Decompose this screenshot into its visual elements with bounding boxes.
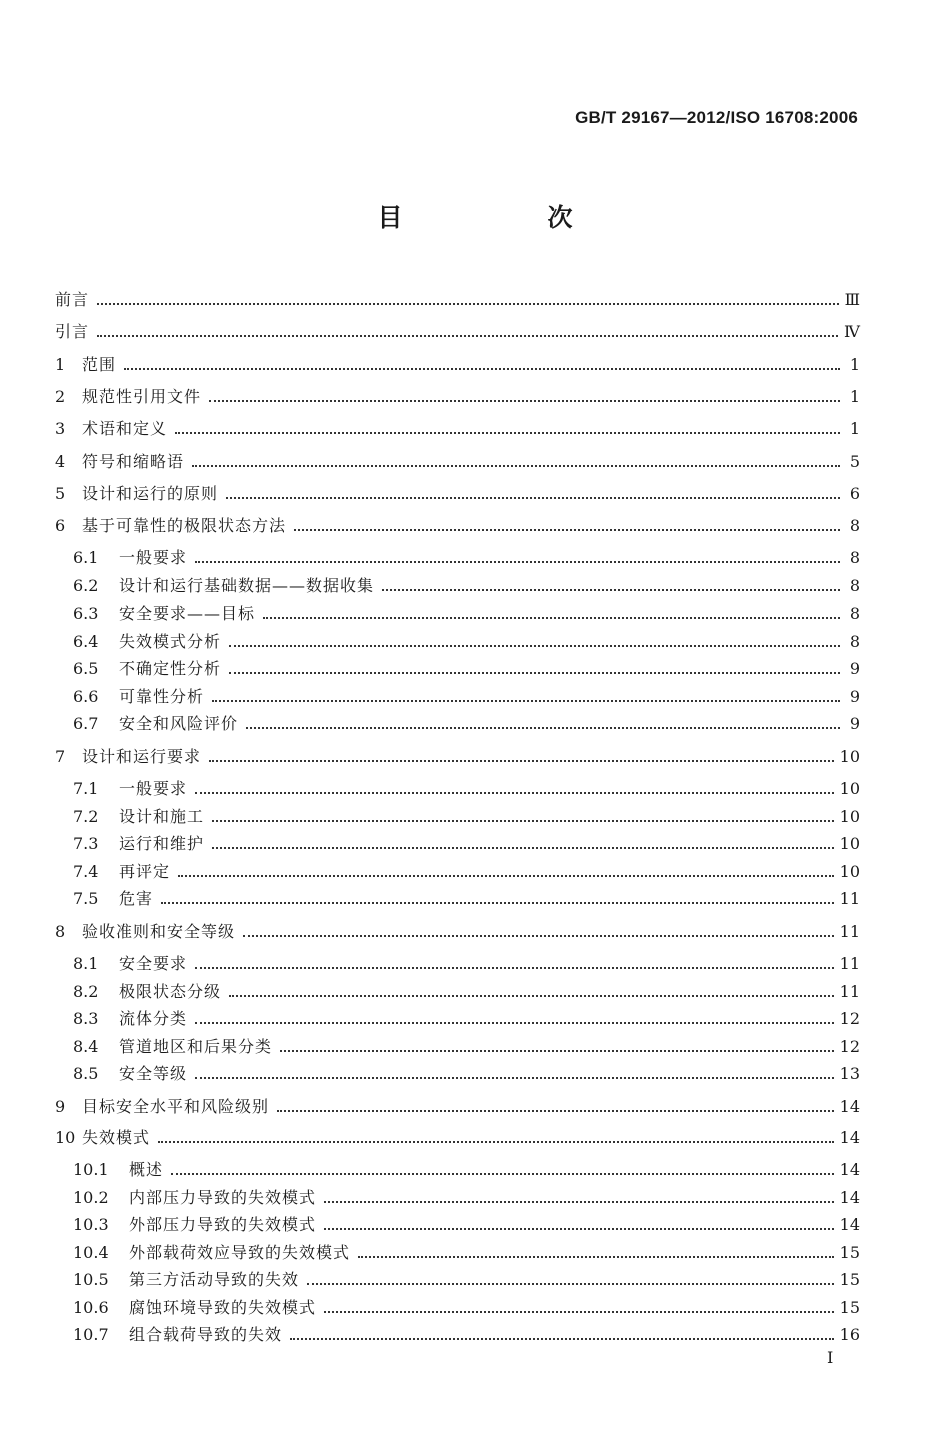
toc-entry[interactable]	[73, 883, 860, 909]
toc-entry-label: 基于可靠性的极限状态方法	[82, 516, 287, 535]
toc-entry[interactable]	[73, 948, 860, 974]
toc-entry[interactable]	[73, 1292, 860, 1318]
toc-entry-page: 14	[839, 1188, 860, 1207]
toc-entry-number: 10.1	[73, 1160, 109, 1179]
toc-entry[interactable]	[73, 773, 860, 799]
toc-leader-dots	[97, 334, 838, 337]
toc-leader-dots	[195, 1021, 834, 1024]
toc-leader-dots	[171, 1172, 834, 1175]
toc-entry-number: 7.5	[73, 889, 99, 908]
toc-entry-page: 15	[839, 1298, 860, 1317]
toc-leader-dots	[226, 496, 840, 499]
toc-entry[interactable]	[55, 916, 860, 942]
toc-leader-dots	[97, 302, 839, 305]
toc-entry[interactable]	[73, 856, 860, 882]
toc-entry-label: 运行和维护	[119, 834, 205, 853]
toc-entry-page: 9	[849, 714, 860, 733]
toc-entry-label: 极限状态分级	[119, 982, 222, 1001]
toc-entry-label: 范围	[82, 355, 117, 374]
toc-entry-number: 2	[55, 387, 66, 406]
toc-entry-number: 6.7	[73, 714, 99, 733]
toc-entry-page: Ⅲ	[844, 290, 860, 309]
toc-entry[interactable]	[73, 708, 860, 734]
toc-entry-number: 7.2	[73, 807, 99, 826]
toc-entry-label: 验收准则和安全等级	[82, 922, 236, 941]
toc-entry-label: 设计和运行要求	[82, 747, 202, 766]
toc-leader-dots	[212, 699, 840, 702]
toc-entry-number: 8.5	[73, 1064, 99, 1083]
toc-leader-dots	[243, 934, 834, 937]
toc-entry-number: 4	[55, 452, 66, 471]
toc-entry-label: 符号和缩略语	[82, 452, 185, 471]
toc-entry-number: 1	[55, 355, 66, 374]
toc-entry-label: 失效模式	[82, 1128, 151, 1147]
toc-entry-number: 9	[55, 1097, 66, 1116]
toc-entry-number: 7.1	[73, 779, 99, 798]
toc-entry-page: 1	[849, 419, 860, 438]
toc-entry-number: 3	[55, 419, 66, 438]
toc-leader-dots	[195, 791, 834, 794]
toc-leader-dots	[209, 399, 840, 402]
toc-entry[interactable]	[73, 1209, 860, 1235]
toc-entry-page: 11	[839, 982, 860, 1001]
toc-entry-number: 7.4	[73, 862, 99, 881]
toc-entry-number: 8	[55, 922, 66, 941]
toc-entry-page: 14	[839, 1160, 860, 1179]
toc-leader-dots	[175, 431, 840, 434]
toc-entry-page: 8	[849, 632, 860, 651]
toc-entry-page: 1	[849, 387, 860, 406]
toc-entry-number: 10.5	[73, 1270, 109, 1289]
toc-entry-label: 设计和运行基础数据——数据收集	[119, 576, 375, 595]
toc-entry[interactable]	[55, 446, 860, 472]
toc-leader-dots	[358, 1255, 834, 1258]
toc-leader-dots	[212, 846, 834, 849]
toc-entry-label: 一般要求	[119, 779, 188, 798]
toc-entry-page: 5	[849, 452, 860, 471]
toc-entry[interactable]	[73, 570, 860, 596]
toc-entry[interactable]	[73, 976, 860, 1002]
toc-entry-label: 失效模式分析	[119, 632, 222, 651]
toc-entry[interactable]	[73, 653, 860, 679]
toc-leader-dots	[246, 726, 840, 729]
toc-entry-label: 一般要求	[119, 548, 188, 567]
toc-entry-number: 6.1	[73, 548, 99, 567]
toc-entry-label: 安全要求——目标	[119, 604, 256, 623]
toc-entry-page: 15	[839, 1270, 860, 1289]
toc-leader-dots	[290, 1337, 834, 1340]
toc-entry[interactable]	[55, 284, 860, 310]
toc-entry-label: 安全要求	[119, 954, 188, 973]
toc-entry-number: 6.5	[73, 659, 99, 678]
toc-entry-page: 10	[839, 807, 860, 826]
toc-entry-label: 安全和风险评价	[119, 714, 239, 733]
toc-entry-page: 14	[839, 1128, 860, 1147]
toc-entry-label: 管道地区和后果分类	[119, 1037, 273, 1056]
toc-entry-page: 11	[839, 954, 860, 973]
toc-entry-label: 内部压力导致的失效模式	[129, 1188, 317, 1207]
toc-entry-label: 术语和定义	[82, 419, 168, 438]
toc-entry[interactable]	[55, 1122, 860, 1148]
toc-entry-page: 9	[849, 659, 860, 678]
toc-entry-label: 引言	[55, 322, 90, 341]
toc-entry-label: 再评定	[119, 862, 171, 881]
toc-entry-label: 危害	[119, 889, 154, 908]
toc-entry-page: 11	[839, 922, 860, 941]
toc-entry-number: 10	[55, 1128, 76, 1147]
toc-entry-page: Ⅳ	[844, 322, 860, 341]
toc-entry[interactable]	[73, 1031, 860, 1057]
toc-entry[interactable]	[73, 1264, 860, 1290]
toc-entry[interactable]	[55, 316, 860, 342]
toc-leader-dots	[280, 1049, 834, 1052]
toc-entry-label: 流体分类	[119, 1009, 188, 1028]
toc-entry-page: 14	[839, 1097, 860, 1116]
toc-entry-number: 10.3	[73, 1215, 109, 1234]
toc-leader-dots	[158, 1140, 834, 1143]
toc-entry-number: 6.6	[73, 687, 99, 706]
toc-entry[interactable]	[55, 349, 860, 375]
toc-entry-page: 13	[839, 1064, 860, 1083]
toc-entry[interactable]	[55, 510, 860, 536]
toc-entry-number: 6.2	[73, 576, 99, 595]
toc-entry-label: 外部压力导致的失效模式	[129, 1215, 317, 1234]
toc-leader-dots	[212, 819, 834, 822]
toc-entry-number: 10.6	[73, 1298, 109, 1317]
toc-leader-dots	[229, 671, 840, 674]
toc-entry[interactable]	[73, 801, 860, 827]
toc-entry-page: 8	[849, 548, 860, 567]
toc-entry-page: 15	[839, 1243, 860, 1262]
toc-entry-page: 14	[839, 1215, 860, 1234]
toc-entry-page: 11	[839, 889, 860, 908]
toc-entry[interactable]	[73, 542, 860, 568]
toc-entry[interactable]	[55, 741, 860, 767]
toc-entry-number: 8.3	[73, 1009, 99, 1028]
toc-entry[interactable]	[55, 413, 860, 439]
toc-leader-dots	[229, 644, 840, 647]
toc-entry-page: 16	[839, 1325, 860, 1344]
toc-leader-dots	[195, 560, 840, 563]
toc-entry-number: 5	[55, 484, 66, 503]
toc-entry-number: 8.2	[73, 982, 99, 1001]
toc-entry-label: 设计和运行的原则	[82, 484, 219, 503]
toc-entry-label: 腐蚀环境导致的失效模式	[129, 1298, 317, 1317]
toc-entry[interactable]	[73, 598, 860, 624]
toc-entry-page: 10	[839, 834, 860, 853]
page-number: I	[827, 1348, 834, 1367]
toc-entry-page: 12	[839, 1037, 860, 1056]
toc-entry-number: 7.3	[73, 834, 99, 853]
toc-leader-dots	[195, 966, 834, 969]
toc-entry-number: 6.3	[73, 604, 99, 623]
toc-leader-dots	[277, 1109, 834, 1112]
toc-leader-dots	[178, 874, 834, 877]
toc-entry-page: 6	[849, 484, 860, 503]
toc-entry-page: 12	[839, 1009, 860, 1028]
toc-entry-label: 第三方活动导致的失效	[129, 1270, 300, 1289]
toc-entry-page: 10	[839, 862, 860, 881]
toc-title: 目 次	[377, 203, 633, 232]
toc-entry-label: 可靠性分析	[119, 687, 205, 706]
toc-entry[interactable]	[73, 1003, 860, 1029]
toc-entry[interactable]	[73, 828, 860, 854]
toc-entry-label: 目标安全水平和风险级别	[82, 1097, 270, 1116]
toc-entry-label: 组合载荷导致的失效	[129, 1325, 283, 1344]
toc-leader-dots	[229, 994, 834, 997]
toc-entry[interactable]	[73, 1154, 860, 1180]
toc-leader-dots	[324, 1200, 834, 1203]
toc-leader-dots	[382, 588, 840, 591]
toc-entry-number: 6.4	[73, 632, 99, 651]
toc-leader-dots	[161, 901, 834, 904]
toc-entry[interactable]	[73, 626, 860, 652]
toc-entry-number: 8.4	[73, 1037, 99, 1056]
standard-code: GB/T 29167—2012/ISO 16708:2006	[575, 108, 858, 127]
toc-entry-number: 8.1	[73, 954, 99, 973]
toc-entry-number: 10.7	[73, 1325, 109, 1344]
toc-leader-dots	[294, 528, 840, 531]
toc-entry-label: 概述	[129, 1160, 164, 1179]
toc-entry[interactable]	[73, 681, 860, 707]
toc-entry-label: 外部载荷效应导致的失效模式	[129, 1243, 351, 1262]
toc-leader-dots	[209, 759, 834, 762]
toc-entry[interactable]	[73, 1319, 860, 1345]
toc-entry-number: 6	[55, 516, 66, 535]
toc-leader-dots	[263, 616, 840, 619]
toc-entry[interactable]	[55, 1091, 860, 1117]
toc-entry[interactable]	[55, 478, 860, 504]
toc-leader-dots	[324, 1227, 834, 1230]
toc-entry[interactable]	[55, 381, 860, 407]
toc-entry-page: 8	[849, 604, 860, 623]
toc-entry-page: 1	[849, 355, 860, 374]
toc-entry-label: 设计和施工	[119, 807, 205, 826]
toc-entry-label: 不确定性分析	[119, 659, 222, 678]
toc-entry-page: 8	[849, 516, 860, 535]
toc-entry-label: 安全等级	[119, 1064, 188, 1083]
toc-entry-page: 9	[849, 687, 860, 706]
toc-leader-dots	[124, 367, 840, 370]
toc-entry[interactable]	[73, 1237, 860, 1263]
toc-entry[interactable]	[73, 1058, 860, 1084]
toc-entry-number: 10.2	[73, 1188, 109, 1207]
toc-entry[interactable]	[73, 1182, 860, 1208]
toc-leader-dots	[195, 1076, 834, 1079]
toc-entry-number: 7	[55, 747, 66, 766]
toc-entry-page: 10	[839, 747, 860, 766]
toc-entry-number: 10.4	[73, 1243, 109, 1262]
toc-leader-dots	[192, 464, 840, 467]
toc-entry-label: 规范性引用文件	[82, 387, 202, 406]
toc-leader-dots	[324, 1310, 834, 1313]
toc-entry-label: 前言	[55, 290, 90, 309]
toc-entry-page: 8	[849, 576, 860, 595]
toc-entry-page: 10	[839, 779, 860, 798]
toc-leader-dots	[307, 1282, 834, 1285]
